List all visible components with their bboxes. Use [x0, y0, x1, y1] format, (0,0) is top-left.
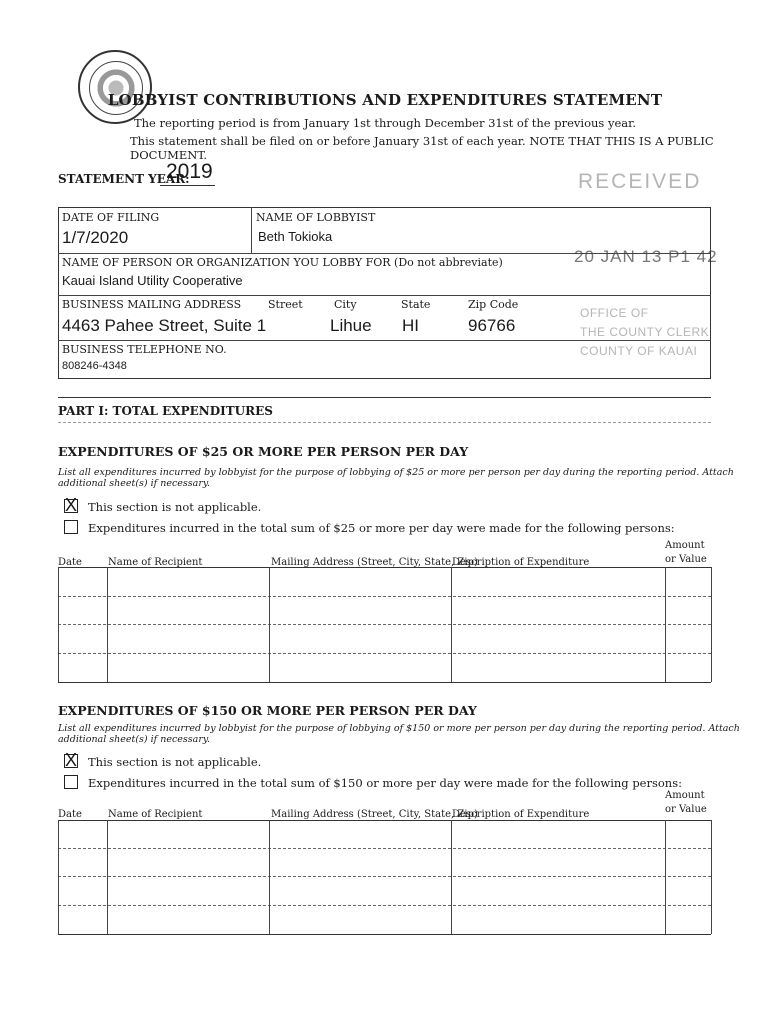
stamp-office-line: OFFICE OF — [580, 306, 649, 320]
table25-header-date: Date — [58, 557, 82, 568]
section150-heading: EXPENDITURES OF $150 OR MORE PER PERSON PER DAY — [58, 703, 477, 718]
zip-value: 96766 — [468, 316, 516, 335]
section25-instruction: List all expenditures incurred by lobbyist for the purpose of lobbying of $25 or more per person per day during the reporting period. Attach additional sheet(s) if necessary. — [58, 467, 734, 489]
street-label: Street — [268, 298, 303, 311]
section25-incurred-checkbox[interactable] — [64, 520, 78, 534]
table25-header-address: Mailing Address (Street, City, State, Zip) — [271, 557, 478, 568]
statement-year-label: STATEMENT YEAR: — [58, 172, 190, 186]
table150-header-address: Mailing Address (Street, City, State, Zip) — [271, 809, 478, 820]
table25-header-value: or Value — [665, 554, 707, 565]
organization-label: NAME OF PERSON OR ORGANIZATION YOU LOBBY FOR (Do not abbreviate) — [62, 256, 503, 269]
table25-header-description: Description of Expenditure — [452, 557, 590, 568]
stamp-county-line: COUNTY OF KAUAI — [580, 344, 698, 358]
state-value: HI — [402, 316, 419, 335]
date-of-filing-label: DATE OF FILING — [62, 211, 160, 224]
filing-deadline-note: This statement shall be filed on or before January 31st of each year. NOTE THAT THIS IS A PUBLIC DOCUMENT. — [130, 134, 714, 162]
section150-not-applicable-label: This section is not applicable. — [88, 755, 262, 769]
table25-header-amount: Amount — [665, 540, 705, 551]
street-value: 4463 Pahee Street, Suite 1 — [62, 316, 267, 335]
received-stamp: RECEIVED — [578, 170, 702, 193]
table150-header-recipient: Name of Recipient — [108, 809, 203, 820]
date-of-filing-value: 1/7/2020 — [62, 228, 129, 247]
city-label: City — [334, 298, 357, 311]
statement-year-value: 2019 — [166, 160, 213, 183]
table150-header-amount: Amount — [665, 790, 705, 801]
phone-label: BUSINESS TELEPHONE NO. — [62, 343, 227, 356]
state-label: State — [401, 298, 431, 311]
section150-incurred-checkbox[interactable] — [64, 775, 78, 789]
statement-year-line — [160, 185, 215, 186]
section150-incurred-label: Expenditures incurred in the total sum of $150 or more per day were made for the following persons: — [88, 776, 682, 790]
lobbyist-name-label: NAME OF LOBBYIST — [256, 211, 376, 224]
received-stamp-date: 20 JAN 13 P1 42 — [574, 247, 718, 266]
address-label: BUSINESS MAILING ADDRESS — [62, 298, 242, 311]
table150-header-value: or Value — [665, 804, 707, 815]
phone-value: 808246-4348 — [62, 360, 127, 372]
section150-instruction: List all expenditures incurred by lobbyist for the purpose of lobbying of $150 or more per person per day during the reporting period. Attach additional sheet(s) if necessary. — [58, 723, 740, 745]
city-value: Lihue — [330, 316, 372, 335]
organization-value: Kauai Island Utility Cooperative — [62, 273, 243, 288]
lobbyist-name-value: Beth Tokioka — [258, 229, 333, 244]
table150-header-date: Date — [58, 809, 82, 820]
table25-header-recipient: Name of Recipient — [108, 557, 203, 568]
zip-label: Zip Code — [468, 298, 519, 311]
reporting-period-note: The reporting period is from January 1st through December 31st of the previous year. — [133, 116, 637, 130]
table150-header-description: Description of Expenditure — [452, 809, 590, 820]
stamp-clerk-line: THE COUNTY CLERK — [580, 325, 710, 339]
section150-not-applicable-checkbox[interactable]: X — [65, 750, 78, 770]
section25-not-applicable-checkbox[interactable]: X — [65, 495, 78, 515]
section25-not-applicable-label: This section is not applicable. — [88, 500, 262, 514]
section25-incurred-label: Expenditures incurred in the total sum of $25 or more per day were made for the following persons: — [88, 521, 675, 535]
section25-heading: EXPENDITURES OF $25 OR MORE PER PERSON PER DAY — [58, 444, 469, 459]
part1-title: PART I: TOTAL EXPENDITURES — [58, 404, 273, 418]
form-title: LOBBYIST CONTRIBUTIONS AND EXPENDITURES STATEMENT — [107, 91, 663, 109]
county-seal — [78, 50, 152, 124]
